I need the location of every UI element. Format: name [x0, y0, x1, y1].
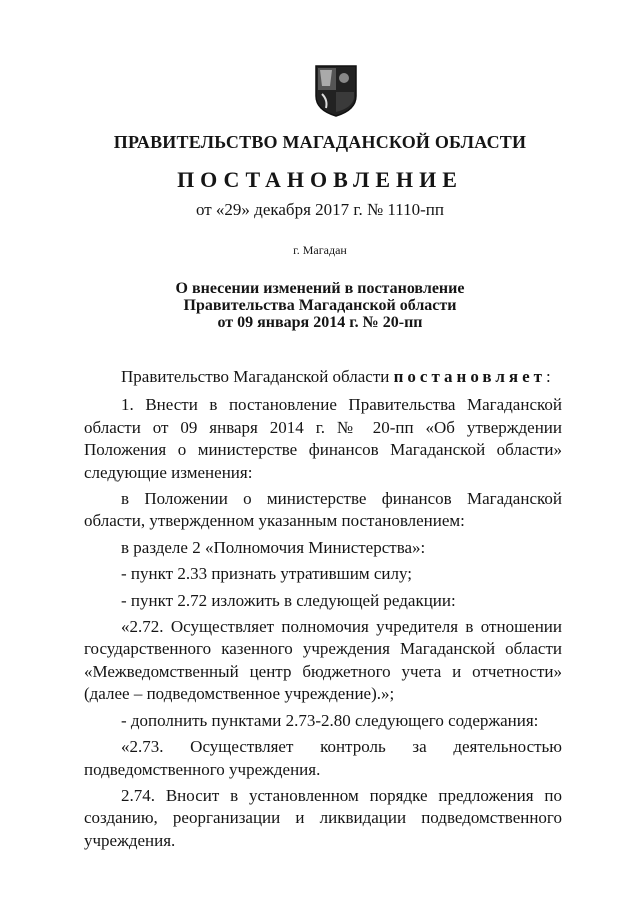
document-type-title: ПОСТАНОВЛЕНИЕ: [177, 167, 463, 192]
intro-prefix: Правительство Магаданской области: [121, 367, 390, 386]
intro-paragraph: [84, 366, 562, 388]
government-title: ПРАВИТЕЛЬСТВО МАГАДАНСКОЙ ОБЛАСТИ: [113, 132, 527, 152]
subject-line-1: О внесении изменений в постановление: [175, 280, 465, 297]
paragraph-3: в разделе 2 «Полномочия Министерства»:: [121, 537, 426, 557]
date-number: от «29» декабря 2017 г. № 1110-пп: [195, 200, 445, 219]
paragraph-1: 1. Внести в постановление Правительства Магаданской области от 09 января 2014 г. № 20-пп «Об утверждении Положения о министерстве финансов Магаданской области» следующие изменения:: [84, 395, 562, 482]
intro-verb: постановляет: [393, 367, 546, 386]
paragraph-9: 2.74. Вносит в установленном порядке предложения по созданию, реорганизации и ликвидации подведомственного учреждения.: [84, 785, 562, 850]
paragraph-4: - пункт 2.33 признать утратившим силу;: [121, 564, 412, 584]
paragraph-2: в Положении о министерстве финансов Магаданской области, утвержденном указанным постановлением:: [84, 489, 562, 531]
subject-line-2: Правительства Магаданской области: [183, 297, 457, 314]
city-label: г. Магадан: [293, 243, 347, 257]
coat-of-arms-icon: [314, 64, 358, 118]
intro-suffix: :: [546, 367, 551, 386]
paragraph-5: - пункт 2.72 изложить в следующей редакции:: [121, 590, 456, 610]
document-body: [84, 366, 562, 856]
paragraph-7: - дополнить пунктами 2.73-2.80 следующего содержания:: [121, 710, 539, 730]
document-subject: [0, 280, 640, 331]
subject-line-3: от 09 января 2014 г. № 20-пп: [217, 314, 423, 331]
paragraph-6: «2.72. Осуществляет полномочия учредителя в отношении государственного казенного учреждения Магаданской области «Межведомственный центр бюджетного учета и отчетности» (далее – подведомственное учреждение).»;: [84, 617, 562, 704]
paragraph-8: «2.73. Осуществляет контроль за деятельностью подведомственного учреждения.: [84, 737, 562, 779]
